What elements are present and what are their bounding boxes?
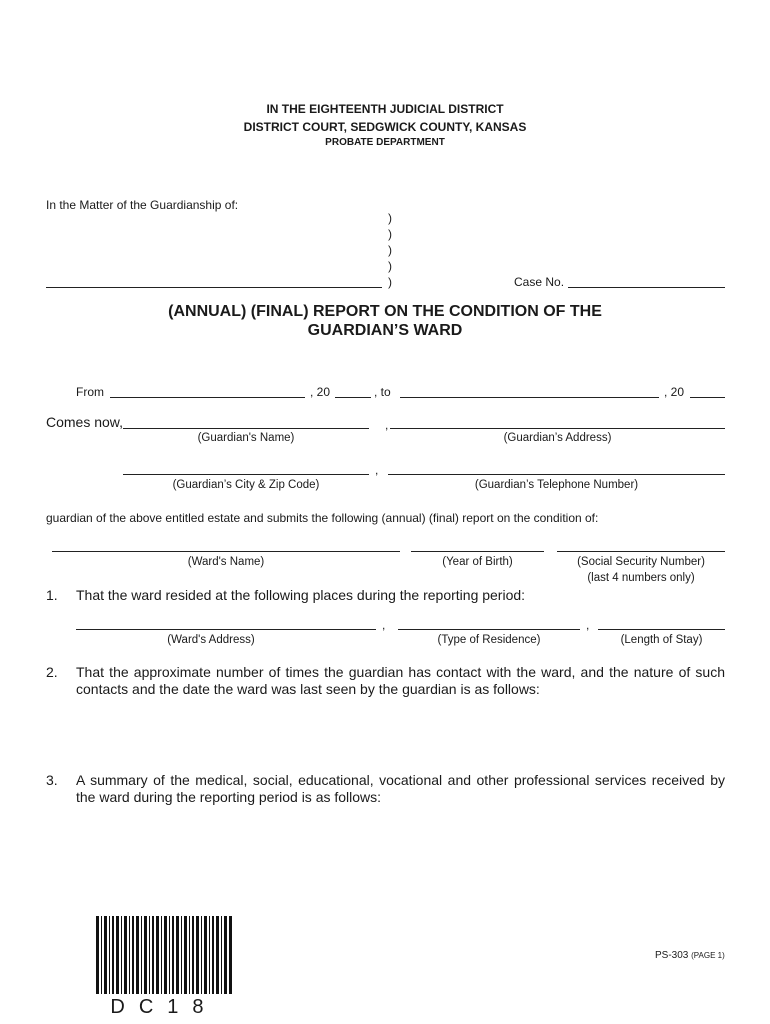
report-title-line2: GUARDIAN’S WARD: [307, 322, 463, 339]
from-label: From: [76, 385, 104, 399]
page-number: (PAGE 1): [691, 951, 725, 960]
to-date-line[interactable]: [400, 397, 659, 398]
paren-1: ): [388, 211, 392, 225]
ssn-caption: (Social Security Number): [577, 556, 705, 568]
ward-name-field-line[interactable]: [52, 551, 400, 552]
residence-type-line[interactable]: [398, 629, 580, 630]
court-name: IN THE EIGHTEENTH JUDICIAL DISTRICT: [266, 102, 504, 116]
ward-name-caption: (Ward's Name): [187, 556, 265, 568]
year20b-label: , 20: [664, 385, 685, 399]
guardian-phone-line[interactable]: [388, 474, 725, 475]
item-3-number: 3.: [46, 772, 58, 788]
guardian-phone-caption: (Guardian’s Telephone Number): [474, 479, 639, 491]
comma-4: ,: [586, 618, 590, 632]
item-1-text: That the ward resided at the following places during the reporting period:: [76, 587, 526, 603]
item-2-number: 2.: [46, 664, 58, 680]
paren-2: ): [388, 227, 392, 241]
from-year-line[interactable]: [335, 397, 371, 398]
paren-3: ): [388, 243, 392, 257]
form-number: PS-303: [655, 950, 689, 961]
guardian-name-caption: (Guardian's Name): [197, 432, 295, 444]
report-title-line1: (ANNUAL) (FINAL) REPORT ON THE CONDITION OF THE: [168, 303, 602, 320]
item-2-text: That the approximate number of times the guardian has contact with the ward, and the nature of such contacts and the date the ward was last seen by the guardian is as follows:: [76, 664, 725, 697]
case-no-line[interactable]: [568, 287, 725, 288]
item-3-text: A summary of the medical, social, educational, vocational and other professional services received by the ward during the reporting period is as follows:: [76, 772, 725, 805]
stay-length-line[interactable]: [598, 629, 725, 630]
from-date-line[interactable]: [110, 397, 305, 398]
birth-year-line[interactable]: [411, 551, 544, 552]
case-no-label: Case No.: [514, 275, 565, 289]
barcode: [96, 916, 232, 994]
ward-name-line[interactable]: [46, 287, 382, 288]
guardian-city-caption: (Guardian’s City & Zip Code): [172, 479, 320, 491]
comma-1: ,: [385, 418, 389, 432]
ssn-line[interactable]: [557, 551, 725, 552]
barcode-text: DC18: [110, 996, 218, 1018]
birth-year-caption: (Year of Birth): [442, 556, 513, 568]
court-department: PROBATE DEPARTMENT: [325, 137, 445, 148]
item-1-number: 1.: [46, 587, 58, 603]
to-year-line[interactable]: [690, 397, 725, 398]
stay-length-caption: (Length of Stay): [620, 634, 703, 646]
to-label: , to: [374, 385, 391, 399]
intro-text: guardian of the above entitled estate and submits the following (annual) (final) report on the condition of:: [46, 511, 599, 525]
comes-now-label: Comes now,: [46, 414, 124, 430]
guardian-city-line[interactable]: [123, 474, 369, 475]
paren-5: ): [388, 275, 392, 289]
court-location: DISTRICT COURT, SEDGWICK COUNTY, KANSAS: [243, 120, 527, 134]
guardian-name-line[interactable]: [123, 428, 369, 429]
comma-3: ,: [382, 618, 386, 632]
residence-type-caption: (Type of Residence): [437, 634, 541, 646]
form-id: [655, 950, 725, 961]
comma-2: ,: [375, 463, 379, 477]
paren-4: ): [388, 259, 392, 273]
guardian-address-caption: (Guardian’s Address): [503, 432, 612, 444]
ward-address-caption: (Ward's Address): [167, 634, 255, 646]
ssn-note: (last 4 numbers only): [587, 572, 695, 584]
matter-label: In the Matter of the Guardianship of:: [46, 198, 239, 212]
guardian-address-line[interactable]: [390, 428, 725, 429]
year20-label: , 20: [310, 385, 331, 399]
ward-address-line[interactable]: [76, 629, 376, 630]
